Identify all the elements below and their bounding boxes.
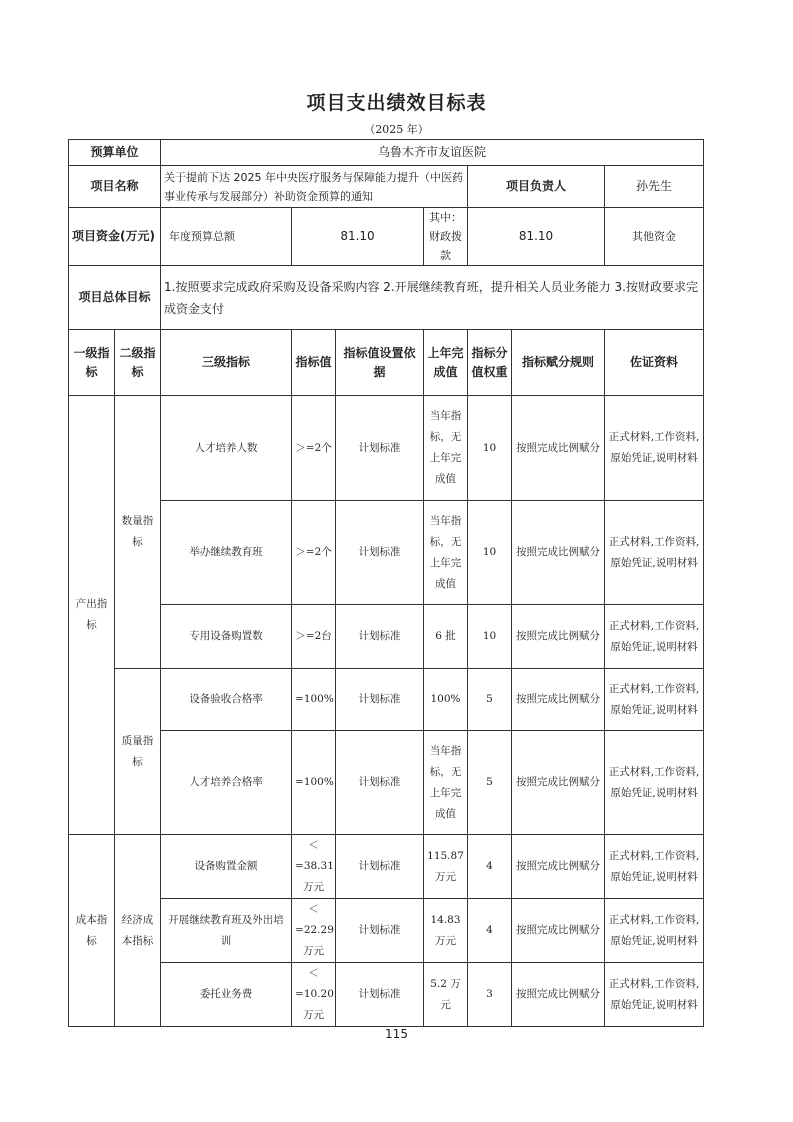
row-rule: 按照完成比例赋分 bbox=[512, 501, 605, 605]
row-name: 开展继续教育班及外出培训 bbox=[161, 899, 292, 963]
row-basis: 计划标准 bbox=[336, 835, 424, 899]
row-name: 人才培养人数 bbox=[161, 396, 292, 501]
row-prev: 115.87万元 bbox=[424, 835, 468, 899]
budget-unit-value: 乌鲁木齐市友谊医院 bbox=[161, 140, 704, 166]
row-rule: 按照完成比例赋分 bbox=[512, 396, 605, 501]
row-basis: 计划标准 bbox=[336, 605, 424, 669]
table-row bbox=[69, 669, 704, 731]
row-weight: 5 bbox=[468, 731, 512, 835]
row-weight: 3 bbox=[468, 963, 512, 1027]
row-basis: 计划标准 bbox=[336, 669, 424, 731]
col-level3: 三级指标 bbox=[161, 330, 292, 396]
row-evidence: 正式材料,工作资料,原始凭证,说明材料 bbox=[605, 835, 704, 899]
project-manager-value: 孙先生 bbox=[605, 166, 704, 208]
row-basis: 计划标准 bbox=[336, 963, 424, 1027]
project-name-value: 关于提前下达 2025 年中央医疗服务与保障能力提升（中医药事业传承与发展部分）补助资金预算的通知 bbox=[161, 166, 468, 208]
row-name: 委托业务费 bbox=[161, 963, 292, 1027]
row-evidence: 正式材料,工作资料,原始凭证,说明材料 bbox=[605, 669, 704, 731]
page-number: 115 bbox=[385, 1027, 408, 1041]
row-evidence: 正式材料,工作资料,原始凭证,说明材料 bbox=[605, 605, 704, 669]
row-evidence: 正式材料,工作资料,原始凭证,说明材料 bbox=[605, 501, 704, 605]
col-value: 指标值 bbox=[292, 330, 336, 396]
row-evidence: 正式材料,工作资料,原始凭证,说明材料 bbox=[605, 899, 704, 963]
row-value: =100% bbox=[292, 731, 336, 835]
row-name: 设备购置金额 bbox=[161, 835, 292, 899]
table-row bbox=[69, 731, 704, 835]
table-row bbox=[69, 501, 704, 605]
row-weight: 10 bbox=[468, 605, 512, 669]
annual-budget-label: 年度预算总额 bbox=[161, 208, 292, 266]
row-weight: 5 bbox=[468, 669, 512, 731]
row-weight: 4 bbox=[468, 899, 512, 963]
row-prev: 当年指标，无上年完成值 bbox=[424, 731, 468, 835]
row-rule: 按照完成比例赋分 bbox=[512, 731, 605, 835]
table-row bbox=[69, 605, 704, 669]
row-basis: 计划标准 bbox=[336, 899, 424, 963]
row-basis: 计划标准 bbox=[336, 731, 424, 835]
row-basis: 计划标准 bbox=[336, 501, 424, 605]
annual-budget-value: 81.10 bbox=[292, 208, 424, 266]
row-evidence: 正式材料,工作资料,原始凭证,说明材料 bbox=[605, 963, 704, 1027]
row-prev: 当年指标，无上年完成值 bbox=[424, 501, 468, 605]
performance-table bbox=[68, 139, 704, 1027]
table-row bbox=[69, 899, 704, 963]
group-quantity: 数量指标 bbox=[115, 396, 161, 669]
col-basis: 指标值设置依据 bbox=[336, 330, 424, 396]
row-weight: 4 bbox=[468, 835, 512, 899]
row-rule: 按照完成比例赋分 bbox=[512, 963, 605, 1027]
group-cost: 成本指标 bbox=[69, 835, 115, 1027]
budget-unit-label: 预算单位 bbox=[69, 140, 161, 166]
col-rule: 指标赋分规则 bbox=[512, 330, 605, 396]
col-prev: 上年完成值 bbox=[424, 330, 468, 396]
row-name: 人才培养合格率 bbox=[161, 731, 292, 835]
row-weight: 10 bbox=[468, 396, 512, 501]
row-name: 举办继续教育班 bbox=[161, 501, 292, 605]
fiscal-allocation-label: 其中：财政拨款 bbox=[424, 208, 468, 266]
row-basis: 计划标准 bbox=[336, 396, 424, 501]
row-prev: 100% bbox=[424, 669, 468, 731]
project-fund-label: 项目资金(万元) bbox=[69, 208, 161, 266]
row-value: ＞=2个 bbox=[292, 501, 336, 605]
row-evidence: 正式材料,工作资料,原始凭证,说明材料 bbox=[605, 731, 704, 835]
row-value: ＜=22.29万元 bbox=[292, 899, 336, 963]
table-row bbox=[69, 835, 704, 899]
overall-goal-value: 1.按照要求完成政府采购及设备采购内容 2.开展继续教育班，提升相关人员业务能力 3.按财政要求完成资金支付 bbox=[161, 266, 704, 330]
group-output: 产出指标 bbox=[69, 396, 115, 835]
fiscal-allocation-value: 81.10 bbox=[468, 208, 605, 266]
row-prev: 5.2 万元 bbox=[424, 963, 468, 1027]
row-prev: 6 批 bbox=[424, 605, 468, 669]
col-level1: 一级指标 bbox=[69, 330, 115, 396]
col-weight: 指标分值权重 bbox=[468, 330, 512, 396]
row-name: 专用设备购置数 bbox=[161, 605, 292, 669]
group-economic: 经济成本指标 bbox=[115, 835, 161, 1027]
project-name-label: 项目名称 bbox=[69, 166, 161, 208]
row-prev: 14.83万元 bbox=[424, 899, 468, 963]
row-value: ＞=2台 bbox=[292, 605, 336, 669]
row-value: ＜=38.31万元 bbox=[292, 835, 336, 899]
row-name: 设备验收合格率 bbox=[161, 669, 292, 731]
row-rule: 按照完成比例赋分 bbox=[512, 669, 605, 731]
row-rule: 按照完成比例赋分 bbox=[512, 835, 605, 899]
row-weight: 10 bbox=[468, 501, 512, 605]
row-value: =100% bbox=[292, 669, 336, 731]
row-rule: 按照完成比例赋分 bbox=[512, 605, 605, 669]
row-prev: 当年指标，无上年完成值 bbox=[424, 396, 468, 501]
year-label: （2025 年） bbox=[364, 123, 429, 136]
col-evidence: 佐证资料 bbox=[605, 330, 704, 396]
row-value: ＞=2个 bbox=[292, 396, 336, 501]
project-manager-label: 项目负责人 bbox=[468, 166, 605, 208]
table-row bbox=[69, 963, 704, 1027]
group-quality: 质量指标 bbox=[115, 669, 161, 835]
col-level2: 二级指标 bbox=[115, 330, 161, 396]
table-row bbox=[69, 396, 704, 501]
row-value: ＜=10.20万元 bbox=[292, 963, 336, 1027]
overall-goal-label: 项目总体目标 bbox=[69, 266, 161, 330]
page-title: 项目支出绩效目标表 bbox=[306, 92, 487, 114]
other-funds-label: 其他资金 bbox=[605, 208, 704, 266]
row-rule: 按照完成比例赋分 bbox=[512, 899, 605, 963]
row-evidence: 正式材料,工作资料,原始凭证,说明材料 bbox=[605, 396, 704, 501]
